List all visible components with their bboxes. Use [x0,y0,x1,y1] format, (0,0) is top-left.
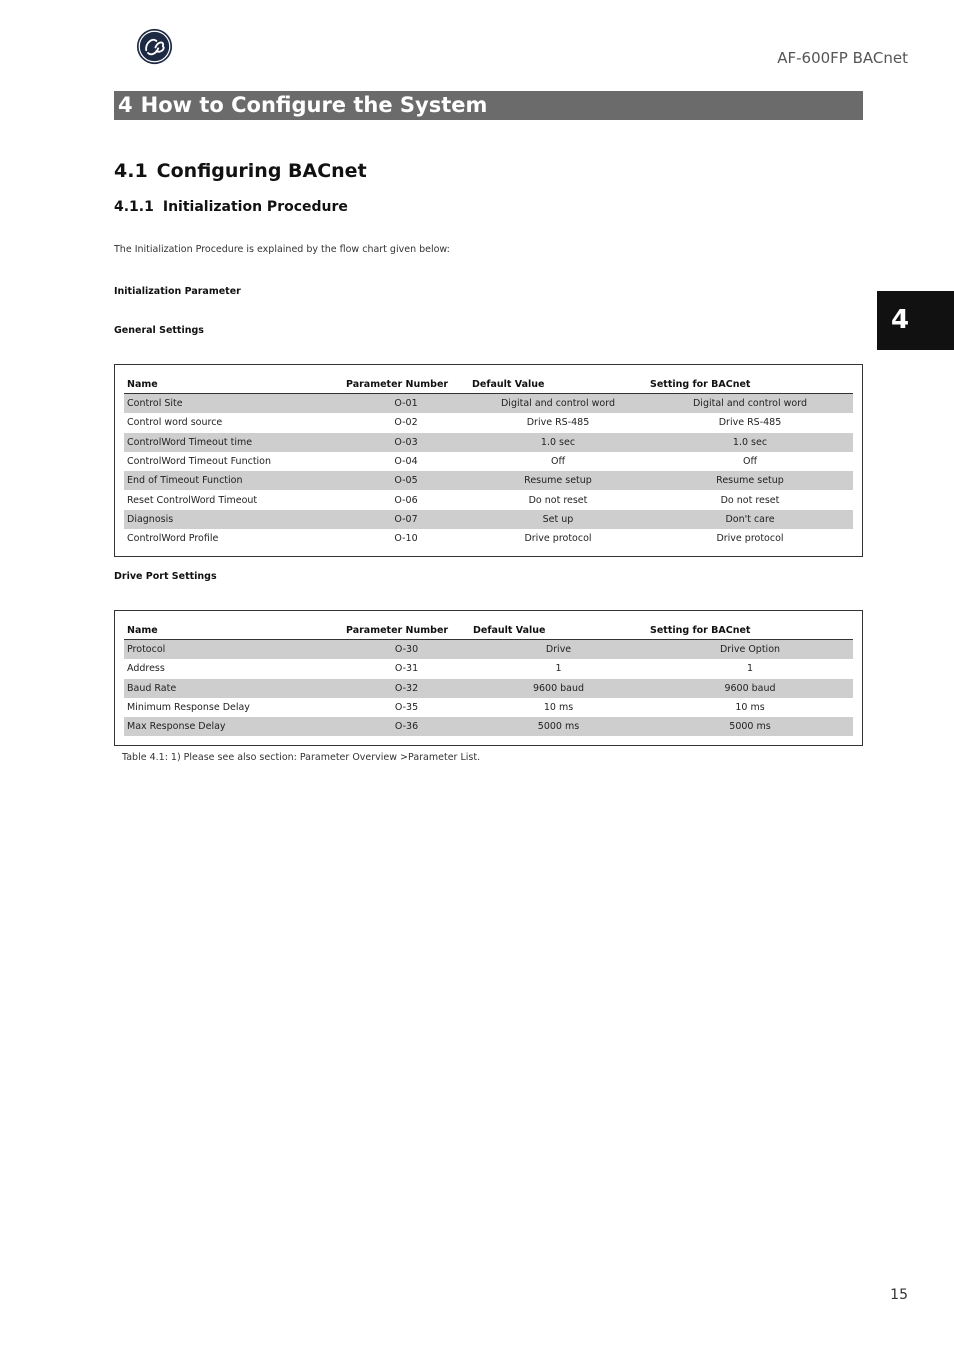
cell-parameter-number: O-07 [343,510,469,529]
cell-name: ControlWord Timeout Function [127,456,272,468]
cell-name: Baud Rate [124,679,343,698]
drive-port-settings-table-frame [114,610,863,746]
cell-name: ControlWord Timeout time [124,433,343,452]
drive-port-settings-table [124,621,853,736]
table-row [124,413,853,432]
cell-default-value: 1.0 sec [469,433,647,452]
cell-setting-bacnet: 10 ms [735,702,765,714]
cell-parameter-number: O-35 [394,702,419,714]
cell-name: Reset ControlWord Timeout [127,494,258,506]
column-header-default-value: Default Value [470,621,647,640]
cell-name: Control Site [124,394,343,414]
initialization-parameter-label: Initialization Parameter [114,286,241,297]
table-caption: Table 4.1: 1) Please see also section: Parameter Overview >Parameter List. [122,752,481,763]
subsection-number: 4.1.1 [114,199,154,215]
cell-setting-bacnet: Drive protocol [716,533,784,545]
table-row [124,717,853,736]
drive-port-settings-label: Drive Port Settings [114,571,217,582]
cell-default-value: Drive protocol [524,533,592,545]
cell-parameter-number: O-05 [343,471,469,490]
cell-setting-bacnet: Drive RS-485 [718,417,782,429]
cell-setting-bacnet: Don't care [647,510,853,529]
cell-default-value: Drive [470,640,647,660]
column-header-name: Name [124,621,343,640]
general-settings-table-frame [114,364,863,557]
cell-parameter-number: O-03 [343,433,469,452]
cell-setting-bacnet: 5000 ms [647,717,853,736]
cell-default-value: Do not reset [528,494,588,506]
section-title: Configuring BACnet [156,160,367,182]
cell-setting-bacnet: Digital and control word [647,394,853,414]
table-row [124,452,853,471]
cell-default-value: Digital and control word [469,394,647,414]
cell-default-value: 10 ms [543,702,574,714]
subsection-title: Initialization Procedure [162,199,348,215]
cell-setting-bacnet: Resume setup [647,471,853,490]
table-row [124,679,853,698]
cell-default-value: Set up [469,510,647,529]
table-header-row [124,375,853,394]
cell-parameter-number: O-04 [394,456,418,468]
column-header-parameter-number: Parameter Number [343,621,470,640]
cell-default-value: 1 [555,663,562,675]
cell-name: Minimum Response Delay [127,702,250,714]
cell-parameter-number: O-10 [394,533,418,545]
cell-setting-bacnet: 1.0 sec [647,433,853,452]
cell-parameter-number: O-02 [394,417,418,429]
document-title: AF-600FP BACnet [777,49,908,67]
table-row [124,698,853,717]
cell-parameter-number: O-30 [343,640,470,660]
column-header-default-value: Default Value [469,375,647,394]
cell-name: Protocol [124,640,343,660]
cell-default-value: Off [550,456,566,468]
cell-parameter-number: O-06 [394,494,418,506]
page-number: 15 [890,1287,908,1303]
chapter-number: 4 [118,93,133,117]
section-number: 4.1 [114,160,148,182]
column-header-parameter-number: Parameter Number [343,375,469,394]
cell-default-value: 9600 baud [470,679,647,698]
column-header-name: Name [124,375,343,394]
cell-name: Address [127,663,165,675]
table-row [124,490,853,509]
cell-default-value: Resume setup [469,471,647,490]
cell-default-value: Drive RS-485 [526,417,590,429]
table-row [124,510,853,529]
ge-logo-icon [136,28,173,65]
general-settings-label: General Settings [114,325,204,336]
cell-setting-bacnet: 1 [746,663,754,675]
cell-name: Diagnosis [124,510,343,529]
table-header-row [124,621,853,640]
cell-default-value: 5000 ms [470,717,647,736]
table-row [124,433,853,452]
cell-name: Max Response Delay [124,717,343,736]
table-row [124,529,853,548]
cell-parameter-number: O-32 [343,679,470,698]
cell-parameter-number: O-36 [343,717,470,736]
cell-name: End of Timeout Function [124,471,343,490]
cell-parameter-number: O-01 [343,394,469,414]
column-header-setting-bacnet: Setting for BACnet [647,375,853,394]
intro-paragraph: The Initialization Procedure is explained by the flow chart given below: [114,244,450,255]
cell-setting-bacnet: 9600 baud [647,679,853,698]
column-header-setting-bacnet: Setting for BACnet [647,621,853,640]
cell-name: ControlWord Profile [127,533,219,545]
table-row [124,471,853,490]
chapter-heading [114,91,863,120]
cell-setting-bacnet: Do not reset [720,494,780,506]
cell-parameter-number: O-31 [394,663,419,675]
table-row [124,640,853,660]
table-row [124,659,853,678]
general-settings-table [124,375,853,548]
table-row [124,394,853,414]
cell-setting-bacnet: Off [742,456,758,468]
subsection-heading [114,199,348,215]
section-heading [114,160,367,182]
chapter-tab-marker: 4 [877,291,954,350]
cell-name: Control word source [127,417,223,429]
cell-setting-bacnet: Drive Option [647,640,853,660]
chapter-title: How to Configure the System [140,93,488,117]
